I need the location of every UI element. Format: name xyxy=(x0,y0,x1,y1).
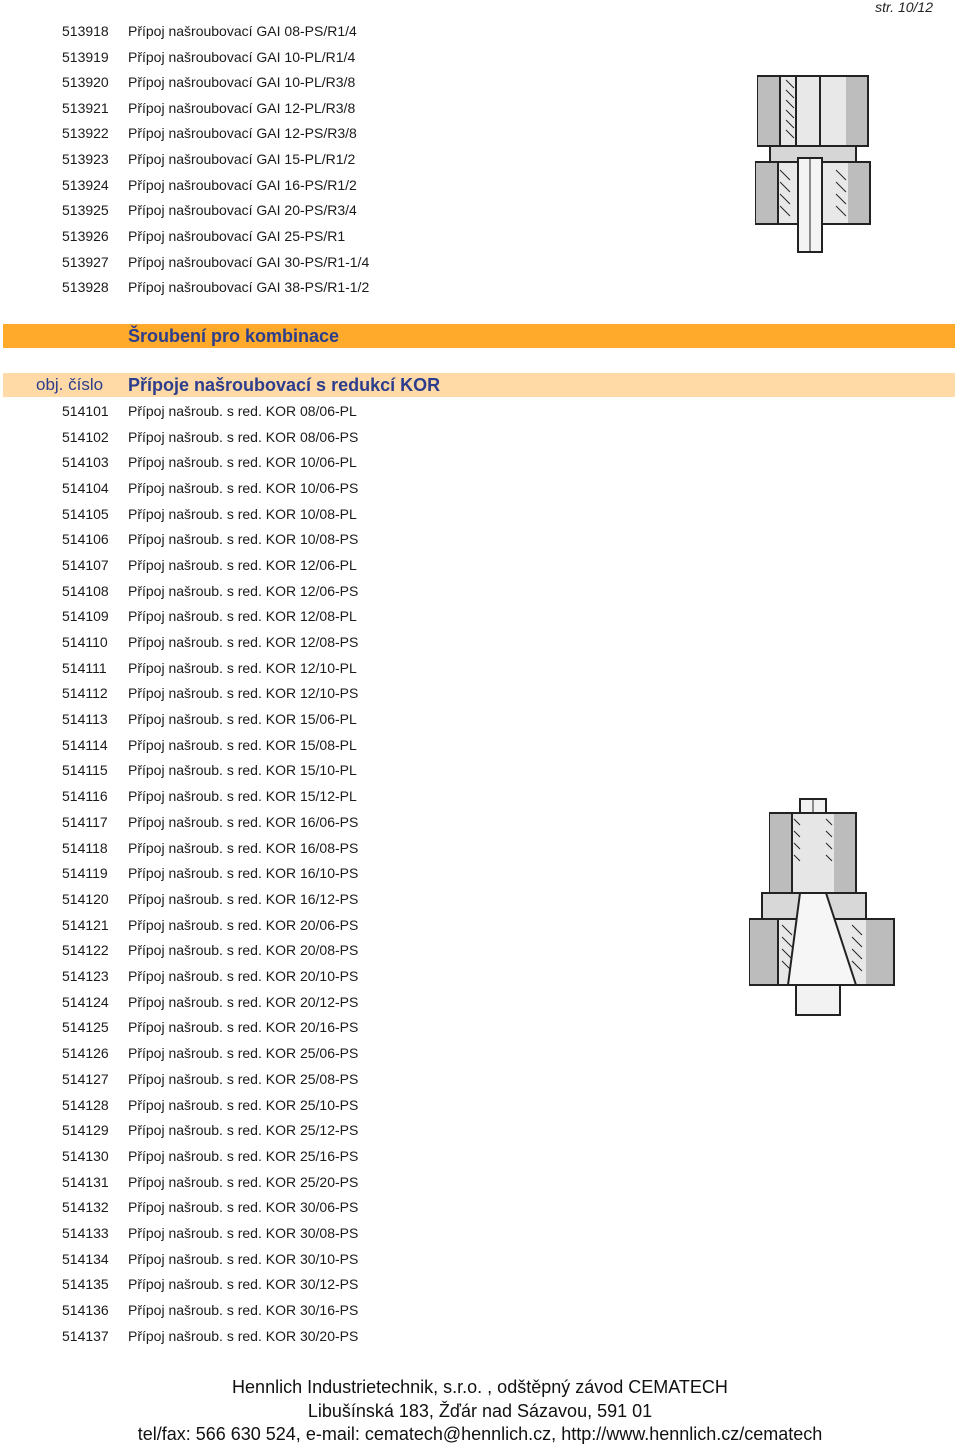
item-code: 513918 xyxy=(62,23,109,39)
item-code: 513925 xyxy=(62,202,109,218)
item-description: Přípoj našroub. s red. KOR 16/06-PS xyxy=(128,814,359,830)
item-code: 513919 xyxy=(62,49,109,65)
item-description: Přípoj našroubovací GAI 38-PS/R1-1/2 xyxy=(128,279,370,295)
footer-contact: tel/fax: 566 630 524, e-mail: cematech@hennlich.cz, http://www.hennlich.cz/cematech xyxy=(137,1424,823,1444)
item-description: Přípoj našroubovací GAI 12-PS/R3/8 xyxy=(128,125,357,141)
item-description: Přípoj našroub. s red. KOR 15/08-PL xyxy=(128,737,357,753)
fitting-drawing-gai xyxy=(750,70,875,255)
item-description: Přípoj našroubovací GAI 25-PS/R1 xyxy=(128,228,346,244)
item-description: Přípoj našroub. s red. KOR 16/12-PS xyxy=(128,891,359,907)
item-code: 514105 xyxy=(62,506,109,522)
item-description: Přípoj našroub. s red. KOR 30/08-PS xyxy=(128,1225,359,1241)
item-description: Přípoj našroub. s red. KOR 10/06-PS xyxy=(128,480,359,496)
item-description: Přípoj našroub. s red. KOR 12/08-PL xyxy=(128,608,357,624)
item-description: Přípoj našroub. s red. KOR 16/10-PS xyxy=(128,865,359,881)
item-code: 514112 xyxy=(62,685,108,701)
item-code: 514131 xyxy=(62,1174,109,1190)
item-code: 513922 xyxy=(62,125,109,141)
item-description: Přípoj našroubovací GAI 30-PS/R1-1/4 xyxy=(128,254,370,270)
item-code: 514122 xyxy=(62,942,109,958)
item-description: Přípoj našroub. s red. KOR 30/10-PS xyxy=(128,1251,359,1267)
item-code: 513923 xyxy=(62,151,109,167)
item-description: Přípoj našroubovací GAI 20-PS/R3/4 xyxy=(128,202,357,218)
item-description: Přípoj našroub. s red. KOR 10/06-PL xyxy=(128,454,357,470)
item-code: 514101 xyxy=(62,403,109,419)
item-code: 514115 xyxy=(62,762,108,778)
item-code: 514111 xyxy=(62,660,107,676)
item-code: 514106 xyxy=(62,531,109,547)
item-description: Přípoj našroub. s red. KOR 16/08-PS xyxy=(128,840,359,856)
item-code: 514137 xyxy=(62,1328,109,1344)
item-description: Přípoj našroub. s red. KOR 25/06-PS xyxy=(128,1045,359,1061)
item-code: 514123 xyxy=(62,968,109,984)
item-description: Přípoj našroub. s red. KOR 30/12-PS xyxy=(128,1276,359,1292)
item-code: 514133 xyxy=(62,1225,109,1241)
item-code: 514108 xyxy=(62,583,109,599)
item-description: Přípoj našroub. s red. KOR 10/08-PS xyxy=(128,531,359,547)
item-description: Přípoj našroubovací GAI 15-PL/R1/2 xyxy=(128,151,356,167)
item-description: Přípoj našroub. s red. KOR 08/06-PL xyxy=(128,403,357,419)
item-description: Přípoj našroub. s red. KOR 25/16-PS xyxy=(128,1148,359,1164)
footer-company: Hennlich Industrietechnik, s.r.o. , odštěpný závod CEMATECH xyxy=(232,1377,728,1397)
item-code: 513927 xyxy=(62,254,109,270)
item-description: Přípoj našroubovací GAI 08-PS/R1/4 xyxy=(128,23,357,39)
item-description: Přípoj našroub. s red. KOR 30/20-PS xyxy=(128,1328,359,1344)
item-code: 514121 xyxy=(62,917,109,933)
item-description: Přípoj našroub. s red. KOR 08/06-PS xyxy=(128,429,359,445)
item-description: Přípoj našroub. s red. KOR 12/10-PL xyxy=(128,660,357,676)
item-code: 514109 xyxy=(62,608,109,624)
item-code: 514136 xyxy=(62,1302,109,1318)
item-code: 513924 xyxy=(62,177,109,193)
item-code: 514127 xyxy=(62,1071,109,1087)
item-code: 514132 xyxy=(62,1199,109,1215)
item-description: Přípoj našroub. s red. KOR 20/06-PS xyxy=(128,917,359,933)
item-description: Přípoj našroubovací GAI 10-PL/R1/4 xyxy=(128,49,356,65)
table-title: Přípoje našroubovací s redukcí KOR xyxy=(128,375,441,395)
item-description: Přípoj našroub. s red. KOR 15/06-PL xyxy=(128,711,357,727)
item-code: 514129 xyxy=(62,1122,109,1138)
item-code: 514104 xyxy=(62,480,109,496)
item-code: 514113 xyxy=(62,711,108,727)
item-code: 514120 xyxy=(62,891,109,907)
column-label: obj. číslo xyxy=(36,375,104,394)
item-description: Přípoj našroubovací GAI 12-PL/R3/8 xyxy=(128,100,356,116)
item-code: 513920 xyxy=(62,74,109,90)
item-code: 514110 xyxy=(62,634,108,650)
item-description: Přípoj našroub. s red. KOR 10/08-PL xyxy=(128,506,357,522)
page-number: str. 10/12 xyxy=(875,0,933,15)
item-code: 514126 xyxy=(62,1045,109,1061)
item-code: 514125 xyxy=(62,1019,109,1035)
footer-address: Libušínská 183, Žďár nad Sázavou, 591 01 xyxy=(307,1401,653,1421)
item-description: Přípoj našroub. s red. KOR 20/10-PS xyxy=(128,968,359,984)
item-description: Přípoj našroub. s red. KOR 15/10-PL xyxy=(128,762,357,778)
item-code: 514102 xyxy=(62,429,109,445)
item-code: 514128 xyxy=(62,1097,109,1113)
item-code: 514103 xyxy=(62,454,109,470)
item-description: Přípoj našroub. s red. KOR 25/20-PS xyxy=(128,1174,359,1190)
item-description: Přípoj našroubovací GAI 16-PS/R1/2 xyxy=(128,177,357,193)
item-description: Přípoj našroub. s red. KOR 25/10-PS xyxy=(128,1097,359,1113)
item-description: Přípoj našroub. s red. KOR 20/16-PS xyxy=(128,1019,359,1035)
item-code: 513926 xyxy=(62,228,109,244)
item-description: Přípoj našroub. s red. KOR 30/16-PS xyxy=(128,1302,359,1318)
table-header xyxy=(3,373,955,397)
item-description: Přípoj našroubovací GAI 10-PL/R3/8 xyxy=(128,74,356,90)
item-code: 514118 xyxy=(62,840,108,856)
item-code: 514117 xyxy=(62,814,108,830)
section-title-band xyxy=(3,324,955,348)
item-description: Přípoj našroub. s red. KOR 15/12-PL xyxy=(128,788,357,804)
item-code: 513921 xyxy=(62,100,109,116)
item-code: 514124 xyxy=(62,994,109,1010)
item-description: Přípoj našroub. s red. KOR 25/12-PS xyxy=(128,1122,359,1138)
section-title: Šroubení pro kombinace xyxy=(128,326,340,346)
item-code: 514116 xyxy=(62,788,108,804)
item-description: Přípoj našroub. s red. KOR 20/12-PS xyxy=(128,994,359,1010)
item-code: 514119 xyxy=(62,865,108,881)
item-code: 514114 xyxy=(62,737,108,753)
item-code: 514134 xyxy=(62,1251,109,1267)
item-code: 513928 xyxy=(62,279,109,295)
item-description: Přípoj našroub. s red. KOR 20/08-PS xyxy=(128,942,359,958)
item-code: 514107 xyxy=(62,557,109,573)
item-description: Přípoj našroub. s red. KOR 12/06-PS xyxy=(128,583,359,599)
fitting-drawing-kor xyxy=(748,795,898,1020)
item-description: Přípoj našroub. s red. KOR 12/08-PS xyxy=(128,634,359,650)
item-description: Přípoj našroub. s red. KOR 12/10-PS xyxy=(128,685,359,701)
item-description: Přípoj našroub. s red. KOR 30/06-PS xyxy=(128,1199,359,1215)
item-description: Přípoj našroub. s red. KOR 25/08-PS xyxy=(128,1071,359,1087)
item-code: 514135 xyxy=(62,1276,109,1292)
item-description: Přípoj našroub. s red. KOR 12/06-PL xyxy=(128,557,357,573)
item-code: 514130 xyxy=(62,1148,109,1164)
